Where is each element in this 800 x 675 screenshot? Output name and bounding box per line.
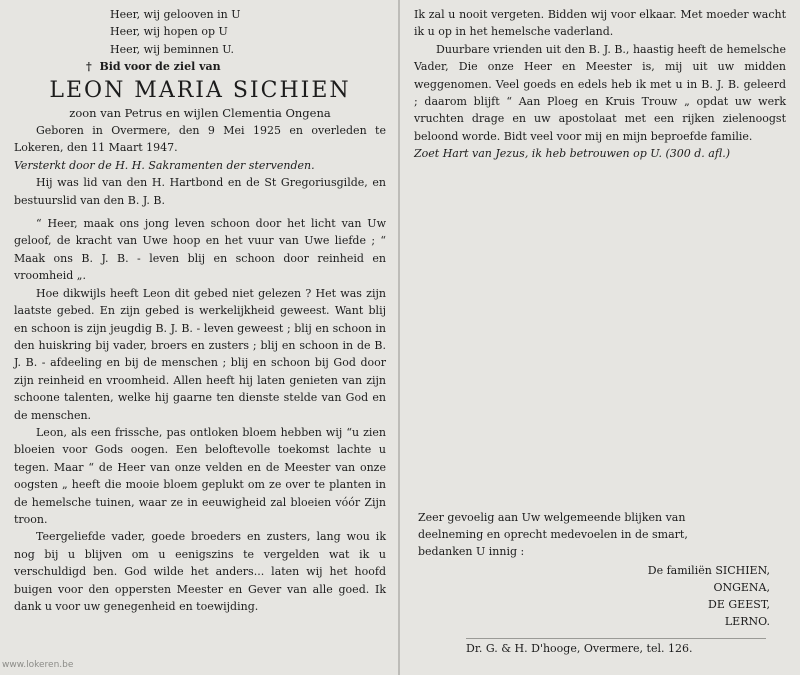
card-fold — [398, 0, 400, 675]
membership-text: Hij was lid van den H. Hartbond en de St Gregoriusgilde, en bestuurslid van den B. J. B. — [14, 176, 386, 207]
thanks-text: Zeer gevoelig aan Uw welgemeende blijken van deelneming en oprecht medevoelen in de smart, bedanken U innig : — [418, 511, 688, 558]
sacraments-text: Versterkt door de H. H. Sakramenten der stervenden. — [14, 158, 315, 172]
family-name: ONGENA, — [713, 581, 770, 594]
bid-line — [14, 58, 386, 75]
watermark: www.lokeren.be — [2, 660, 74, 670]
paragraph-last-prayer: Hoe dikwijls heeft Leon dit gebed niet gelezen ? Het was zijn laatste gebed. En zijn gebed is werkelijkheid geweest. Want blij en schoon is zijn jeugdig B. J. B. - leven geweest ; blij en schoon in den huiskring bij vader, broers en zusters ; blij en schoon in de B. J. B. - afdeeling en bij de menschen ; blij en schoon bij God door zijn reinheid en vroomheid. Allen heeft hij laten genieten van zijn schoone talenten, welke hij gaarne ten dienste stelde van God en de menschen. — [14, 286, 386, 422]
prayer-line: Heer, wij hopen op U — [110, 25, 228, 39]
families-label: De familiën — [647, 564, 712, 577]
right-page — [414, 6, 786, 163]
paragraph-farewell: Ik zal u nooit vergeten. Bidden wij voor elkaar. Met moeder wacht ik u op in het hemelsche vaderland. — [414, 8, 786, 39]
printer-line: Dr. G. & H. D'hooge, Overmere, tel. 126. — [466, 642, 693, 655]
prayer-lines — [14, 6, 386, 58]
divider — [466, 638, 766, 639]
cross-icon: † — [86, 60, 92, 74]
paragraph-father: Teergeliefde vader, goede broeders en zusters, lang wou ik nog bij u blijven om u eenigszins te vergelden wat ik u verschuldigd ben. God wilde het anders... laten wij het hoofd buigen voor den oppersten Meester en Gever van alle goed. Ik dank u voor uw genegenheid en toewijding. — [14, 530, 386, 613]
left-page — [14, 6, 386, 615]
family-name: SICHIEN, — [715, 564, 770, 577]
bid-text: Bid voor de ziel van — [99, 60, 221, 74]
birth-death-text: Geboren in Overmere, den 9 Mei 1925 en overleden te Lokeren, den 11 Maart 1947. — [14, 124, 386, 155]
prayer-quote: “ Heer, maak ons jong leven schoon door het licht van Uw geloof, de kracht van Uwe hoop en het vuur van Uwe liefde ; “ Maak ons B. J. B. - leven blij en schoon door reinheid en vroomheid „. — [14, 217, 386, 283]
deceased-name: LEON MARIA SICHIEN — [49, 77, 351, 103]
family-name: DE GEEST, — [708, 598, 770, 611]
family-name: LERNO. — [724, 615, 770, 628]
parents-line: zoon van Petrus en wijlen Clementia Ongena — [69, 105, 331, 120]
paragraph-flower: Leon, als een frissche, pas ontloken bloem hebben wij “u zien bloeien voor Gods oogen. Een beloftevolle toekomst lachte u tegen. Maar “ de Heer van onze velden en de Meester van onze oogsten „ heeft die mooie bloem geplukt om ze over te planten in de hemelsche tuinen, waar ze in eeuwigheid zal bloeien vóór Zijn troon. — [14, 425, 386, 526]
heart-prayer: Zoet Hart van Jezus, ik heb betrouwen op U. (300 d. afl.) — [414, 147, 730, 161]
paragraph-friends: Duurbare vrienden uit den B. J. B., haastig heeft de hemelsche Vader, Die onze Heer en Meester is, mij uit uw midden weggenomen. Veel goeds en edels heb ik met u in B. J. B. geleerd ; daarom blijft “ Aan Ploeg en Kruis Trouw „ opdat uw werk vruchten drage en uw apostolaat met een rijken zielenoogst beloond worde. Bidt veel voor mij en mijn beproefde familie. — [414, 42, 786, 143]
families-block — [600, 562, 770, 630]
prayer-line: Heer, wij beminnen U. — [110, 42, 235, 56]
prayer-line: Heer, wij gelooven in U — [110, 8, 241, 21]
